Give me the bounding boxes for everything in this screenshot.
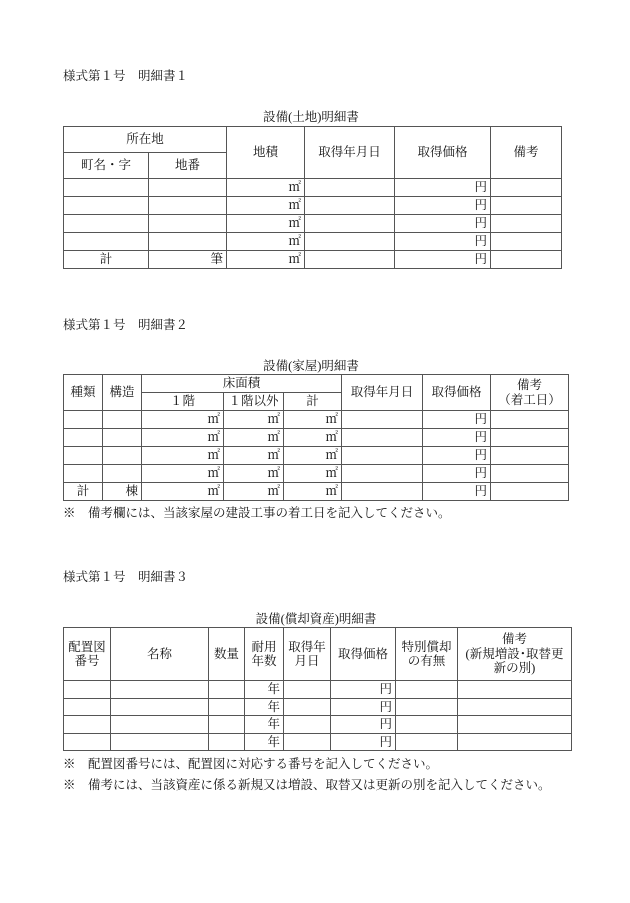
land-table-title: 設備(土地)明細書 [263, 110, 359, 124]
cell-f1[interactable]: ㎡ [142, 483, 224, 501]
cell-price[interactable]: 円 [423, 483, 491, 501]
cell-number[interactable] [64, 681, 111, 699]
cell-remarks[interactable] [491, 233, 562, 251]
cell-name[interactable] [111, 733, 209, 751]
header-date: 取得年月日 [342, 375, 423, 411]
cell-fother[interactable]: ㎡ [224, 465, 284, 483]
cell-special[interactable] [396, 733, 458, 751]
cell-price[interactable]: 円 [331, 733, 396, 751]
cell-remarks[interactable] [458, 681, 572, 699]
cell-kind[interactable] [64, 447, 103, 465]
cell-name[interactable] [111, 681, 209, 699]
cell-ftotal[interactable]: ㎡ [284, 465, 342, 483]
cell-date[interactable] [305, 179, 395, 197]
cell-date[interactable] [342, 465, 423, 483]
header-floor1: １階 [142, 393, 224, 411]
cell-area[interactable]: ㎡ [227, 233, 305, 251]
cell-lot[interactable] [149, 215, 227, 233]
cell-price[interactable]: 円 [423, 429, 491, 447]
cell-special[interactable] [396, 698, 458, 716]
cell-date[interactable] [305, 251, 395, 269]
cell-town[interactable] [64, 215, 149, 233]
cell-qty[interactable] [209, 698, 245, 716]
header-date: 取得年月日 [305, 127, 395, 179]
header-structure: 構造 [103, 375, 142, 411]
cell-lot[interactable] [149, 197, 227, 215]
cell-date[interactable] [342, 483, 423, 501]
cell-remarks[interactable] [458, 733, 572, 751]
header-remarks [491, 375, 569, 411]
cell-price[interactable]: 円 [331, 716, 396, 734]
table-row [64, 681, 572, 699]
header-kind: 種類 [64, 375, 103, 411]
header-special: 特別償却の有無 [396, 628, 458, 681]
header-number: 配置図番号 [64, 628, 111, 681]
cell-price[interactable]: 円 [423, 447, 491, 465]
cell-lot[interactable]: 筆 [149, 251, 227, 269]
cell-town[interactable] [64, 179, 149, 197]
cell-structure[interactable] [103, 465, 142, 483]
cell-ftotal[interactable]: ㎡ [284, 447, 342, 465]
cell-remarks[interactable] [491, 197, 562, 215]
cell-kind[interactable]: 計 [64, 483, 103, 501]
header-price: 取得価格 [331, 628, 396, 681]
house-table [63, 374, 569, 501]
cell-lot[interactable] [149, 233, 227, 251]
section1-heading: 様式第１号 明細書１ [63, 69, 189, 83]
cell-number[interactable] [64, 733, 111, 751]
header-lot: 地番 [149, 153, 227, 179]
cell-date[interactable] [284, 716, 331, 734]
table-row [64, 233, 562, 251]
cell-kind[interactable] [64, 411, 103, 429]
cell-town[interactable] [64, 197, 149, 215]
asset-note-2: ※ 備考には、当該資産に係る新規又は増設、取替又は更新の別を記入してください。 [63, 778, 551, 792]
header-floor-total: 計 [284, 393, 342, 411]
cell-f1[interactable]: ㎡ [142, 447, 224, 465]
cell-date[interactable] [342, 447, 423, 465]
cell-area[interactable]: ㎡ [227, 215, 305, 233]
cell-special[interactable] [396, 716, 458, 734]
cell-remarks[interactable] [491, 483, 569, 501]
header-qty: 数量 [209, 628, 245, 681]
section2-heading: 様式第１号 明細書２ [63, 318, 189, 332]
header-life: 耐用年数 [245, 628, 284, 681]
cell-area[interactable]: ㎡ [227, 251, 305, 269]
cell-structure[interactable] [103, 411, 142, 429]
cell-town[interactable] [64, 233, 149, 251]
cell-life[interactable]: 年 [245, 698, 284, 716]
table-row [64, 447, 569, 465]
header-remarks [458, 628, 572, 681]
cell-price[interactable]: 円 [331, 681, 396, 699]
cell-fother[interactable]: ㎡ [224, 447, 284, 465]
header-floor-other: １階以外 [224, 393, 284, 411]
table-row [64, 429, 569, 447]
house-note: ※ 備考欄には、当該家屋の建設工事の着工日を記入してください。 [63, 506, 451, 520]
header-price: 取得価格 [423, 375, 491, 411]
cell-name[interactable] [111, 698, 209, 716]
cell-date[interactable] [305, 233, 395, 251]
land-table [63, 126, 562, 269]
cell-price[interactable]: 円 [395, 233, 491, 251]
table-row [64, 716, 572, 734]
cell-date[interactable] [284, 698, 331, 716]
cell-price[interactable]: 円 [395, 215, 491, 233]
cell-number[interactable] [64, 716, 111, 734]
cell-qty[interactable] [209, 733, 245, 751]
header-date: 取得年月日 [284, 628, 331, 681]
header-floor-area: 床面積 [142, 375, 342, 393]
cell-life[interactable]: 年 [245, 733, 284, 751]
table-row [64, 411, 569, 429]
header-town: 町名・字 [64, 153, 149, 179]
header-remarks: 備考 [491, 127, 562, 179]
cell-area[interactable]: ㎡ [227, 179, 305, 197]
header-location: 所在地 [64, 127, 227, 153]
cell-name[interactable] [111, 716, 209, 734]
asset-table [63, 627, 572, 751]
cell-structure[interactable]: 棟 [103, 483, 142, 501]
cell-price[interactable]: 円 [395, 179, 491, 197]
cell-f1[interactable]: ㎡ [142, 465, 224, 483]
cell-area[interactable]: ㎡ [227, 197, 305, 215]
header-price: 取得価格 [395, 127, 491, 179]
cell-price[interactable]: 円 [423, 465, 491, 483]
cell-life[interactable]: 年 [245, 716, 284, 734]
asset-note-1: ※ 配置図番号には、配置図に対応する番号を記入してください。 [63, 757, 439, 771]
cell-special[interactable] [396, 681, 458, 699]
cell-lot[interactable] [149, 179, 227, 197]
table-row [64, 465, 569, 483]
cell-remarks[interactable] [491, 251, 562, 269]
cell-fother[interactable]: ㎡ [224, 411, 284, 429]
cell-price[interactable]: 円 [331, 698, 396, 716]
cell-f1[interactable]: ㎡ [142, 411, 224, 429]
cell-fother[interactable]: ㎡ [224, 429, 284, 447]
cell-date[interactable] [305, 215, 395, 233]
cell-ftotal[interactable]: ㎡ [284, 411, 342, 429]
table-row [64, 698, 572, 716]
cell-number[interactable] [64, 698, 111, 716]
remarks-label: 備考 [517, 378, 543, 393]
cell-remarks[interactable] [491, 411, 569, 429]
header-area: 地積 [227, 127, 305, 179]
cell-ftotal[interactable]: ㎡ [284, 483, 342, 501]
cell-date[interactable] [342, 429, 423, 447]
cell-date[interactable] [342, 411, 423, 429]
table-row [64, 483, 569, 501]
cell-town[interactable]: 計 [64, 251, 149, 269]
table-row [64, 179, 562, 197]
table-row [64, 215, 562, 233]
cell-structure[interactable] [103, 447, 142, 465]
cell-remarks[interactable] [491, 447, 569, 465]
cell-life[interactable]: 年 [245, 681, 284, 699]
remarks-sub: (新規増設･取替更新の別) [465, 646, 564, 676]
table-row [64, 251, 562, 269]
table-row [64, 197, 562, 215]
cell-structure[interactable] [103, 429, 142, 447]
cell-date[interactable] [305, 197, 395, 215]
cell-ftotal[interactable]: ㎡ [284, 429, 342, 447]
remarks-sub: （着工日） [498, 392, 561, 407]
cell-remarks[interactable] [491, 215, 562, 233]
cell-remarks[interactable] [491, 179, 562, 197]
cell-price[interactable]: 円 [395, 197, 491, 215]
cell-remarks[interactable] [491, 429, 569, 447]
remarks-label: 備考 [501, 632, 527, 647]
cell-remarks[interactable] [491, 465, 569, 483]
cell-remarks[interactable] [458, 716, 572, 734]
cell-kind[interactable] [64, 429, 103, 447]
cell-price[interactable]: 円 [395, 251, 491, 269]
asset-table-title: 設備(償却資産)明細書 [255, 612, 377, 626]
cell-kind[interactable] [64, 465, 103, 483]
cell-qty[interactable] [209, 681, 245, 699]
cell-price[interactable]: 円 [423, 411, 491, 429]
cell-date[interactable] [284, 681, 331, 699]
cell-qty[interactable] [209, 716, 245, 734]
header-name: 名称 [111, 628, 209, 681]
house-table-title: 設備(家屋)明細書 [263, 359, 359, 373]
cell-remarks[interactable] [458, 698, 572, 716]
cell-date[interactable] [284, 733, 331, 751]
table-row [64, 733, 572, 751]
cell-fother[interactable]: ㎡ [224, 483, 284, 501]
cell-f1[interactable]: ㎡ [142, 429, 224, 447]
section3-heading: 様式第１号 明細書３ [63, 570, 189, 584]
